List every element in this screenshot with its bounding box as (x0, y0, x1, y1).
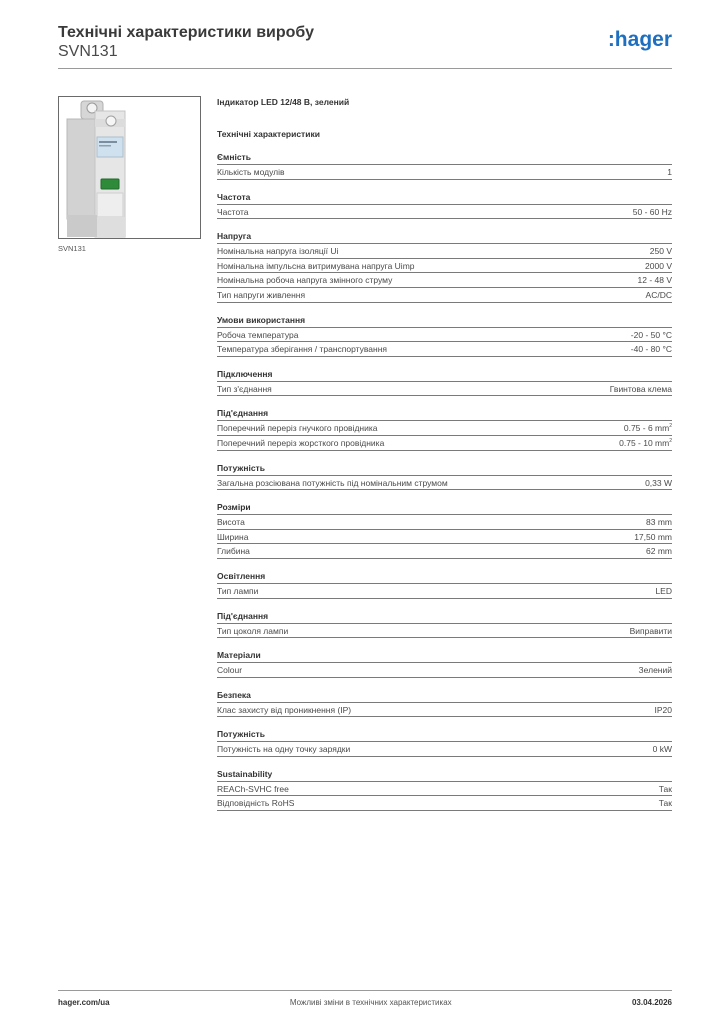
spec-row (217, 703, 672, 718)
spec-group (217, 151, 672, 180)
spec-group-title: Під'єднання (217, 407, 672, 421)
spec-label: Colour (217, 665, 243, 676)
section-heading: Технічні характеристики (217, 129, 320, 139)
spec-group-title: Умови використання (217, 314, 672, 328)
spec-group-title: Безпека (217, 689, 672, 703)
hager-logo (592, 26, 672, 52)
spec-label: Відповідність RoHS (217, 798, 295, 809)
spec-group-title: Напруга (217, 230, 672, 244)
unit-superscript: 2 (669, 438, 672, 445)
spec-value-text: -40 - 80 °C (630, 344, 672, 355)
spec-value (639, 663, 672, 677)
spec-value-text: 0 kW (652, 744, 672, 755)
spec-group (217, 728, 672, 757)
spec-row (217, 382, 672, 397)
footer-note: Можливі зміни в технічних характеристиках (289, 998, 452, 1007)
spec-value (659, 796, 672, 810)
spec-row (217, 476, 672, 491)
spec-value-text: Так (658, 798, 672, 809)
spec-value (631, 342, 672, 356)
spec-group (217, 501, 672, 559)
spec-value-text: 17,50 mm (634, 531, 672, 542)
product-image-caption: SVN131 (58, 244, 86, 253)
spec-group (217, 610, 672, 639)
spec-group-title: Розміри (217, 501, 672, 515)
spec-group (217, 570, 672, 599)
spec-group (217, 649, 672, 678)
spec-value (653, 742, 672, 756)
spec-group-title: Потужність (217, 728, 672, 742)
spec-group-title: Потужність (217, 462, 672, 476)
spec-value (645, 259, 672, 273)
spec-label: Поперечний переріз жорсткого провідника (217, 437, 385, 448)
footer-website[interactable]: hager.com/ua (58, 998, 110, 1007)
spec-row (217, 244, 672, 259)
spec-row (217, 544, 672, 559)
spec-label: Номінальна імпульсна витримувана напруга Uimp (217, 260, 415, 271)
spec-group (217, 689, 672, 718)
spec-label: Ширина (217, 531, 249, 542)
spec-value-text: Так (658, 783, 672, 794)
spec-row (217, 515, 672, 530)
product-name: Індикатор LED 12/48 В, зелений (217, 97, 350, 107)
spec-group-title: Під'єднання (217, 610, 672, 624)
spec-value (619, 436, 672, 450)
spec-group-title: Ємність (217, 151, 672, 165)
spec-value-text: 83 mm (646, 517, 672, 528)
spec-label: Температура зберігання / транспортування (217, 344, 388, 355)
spec-row (217, 584, 672, 599)
spec-value (634, 530, 672, 544)
product-code: SVN131 (58, 43, 118, 60)
product-image (58, 96, 201, 239)
spec-group (217, 314, 672, 357)
indicator-device-image (59, 97, 200, 238)
spec-label: Номінальна напруга ізоляції Ui (217, 246, 339, 257)
spec-group-title: Sustainability (217, 768, 672, 782)
spec-label: Тип напруги живлення (217, 289, 306, 300)
spec-value (633, 205, 672, 219)
spec-value-text: LED (655, 585, 672, 596)
spec-value (645, 476, 672, 490)
spec-value-text: Виправити (629, 625, 672, 636)
spec-value-text: Зелений (638, 665, 672, 676)
spec-label: Тип з'єднання (217, 383, 272, 394)
spec-value (624, 421, 672, 435)
spec-value-text: 0.75 - 6 mm (623, 423, 670, 434)
spec-group (217, 191, 672, 220)
spec-value-text: -20 - 50 °C (630, 329, 672, 340)
spec-row (217, 273, 672, 288)
spec-label: Тип лампи (217, 585, 259, 596)
page-header (58, 24, 672, 61)
spec-label: Глибина (217, 546, 250, 557)
spec-value (655, 703, 673, 717)
spec-label: Загальна розсіювана потужність під номінальним струмом (217, 477, 448, 488)
spec-label: REACh-SVHC free (217, 783, 289, 794)
page-footer (58, 998, 672, 1007)
spec-value-text: Гвинтова клема (609, 383, 672, 394)
spec-value-text: 1 (667, 167, 672, 177)
spec-label: Клас захисту від проникнення (IP) (217, 704, 352, 715)
spec-value (659, 782, 672, 796)
spec-value (646, 515, 672, 529)
spec-row (217, 663, 672, 678)
spec-row (217, 742, 672, 757)
spec-group-title: Освітлення (217, 570, 672, 584)
spec-label: Номінальна робоча напруга змінного струму (217, 275, 393, 286)
spec-value-text: AC/DC (645, 289, 672, 300)
spec-value-text: 50 - 60 Hz (632, 206, 672, 217)
spec-value-text: IP20 (654, 704, 672, 715)
spec-row (217, 436, 672, 451)
spec-value-text: 250 V (649, 246, 672, 257)
spec-label: Висота (217, 517, 245, 528)
spec-group-title: Матеріали (217, 649, 672, 663)
spec-value-text: 2000 V (645, 260, 672, 271)
spec-label: Робоча температура (217, 329, 299, 340)
spec-row (217, 782, 672, 797)
spec-value (650, 244, 672, 258)
svg-text::hager: :hager (607, 28, 672, 51)
spec-value (646, 288, 672, 302)
spec-row (217, 288, 672, 303)
footer-divider (58, 990, 672, 991)
spec-value-text: 12 - 48 V (637, 275, 672, 286)
unit-superscript: 2 (669, 423, 672, 430)
spec-group (217, 407, 672, 450)
spec-value (667, 165, 672, 179)
page-title: Технічні характеристики виробу (58, 24, 314, 41)
spec-row (217, 530, 672, 545)
spec-value (655, 584, 672, 598)
spec-label: Частота (217, 206, 249, 217)
spec-value-text: 0.75 - 10 mm (619, 437, 670, 448)
spec-row (217, 205, 672, 220)
spec-group (217, 368, 672, 397)
spec-table (217, 96, 672, 811)
spec-value (610, 382, 672, 396)
spec-row (217, 342, 672, 357)
spec-label: Поперечний переріз гнучкого провідника (217, 423, 378, 434)
spec-group-title: Частота (217, 191, 672, 205)
spec-group (217, 230, 672, 302)
spec-value-text: 0,33 W (645, 477, 672, 488)
spec-row (217, 259, 672, 274)
spec-value (630, 624, 672, 638)
footer-date: 03.04.2026 (631, 998, 672, 1007)
spec-groups (217, 151, 672, 811)
spec-value (646, 544, 672, 558)
header-divider (58, 68, 672, 69)
spec-row (217, 421, 672, 436)
spec-value (631, 328, 672, 342)
spec-label: Потужність на одну точку зарядки (217, 744, 351, 755)
spec-label: Кількість модулів (217, 167, 285, 177)
spec-group-title: Підключення (217, 368, 672, 382)
spec-group (217, 768, 672, 811)
spec-value-text: 62 mm (646, 546, 672, 557)
spec-row (217, 328, 672, 343)
spec-label: Тип цоколя лампи (217, 625, 289, 636)
spec-group (217, 462, 672, 491)
spec-row (217, 165, 672, 180)
spec-row (217, 796, 672, 811)
spec-row (217, 624, 672, 639)
spec-value (638, 273, 673, 287)
